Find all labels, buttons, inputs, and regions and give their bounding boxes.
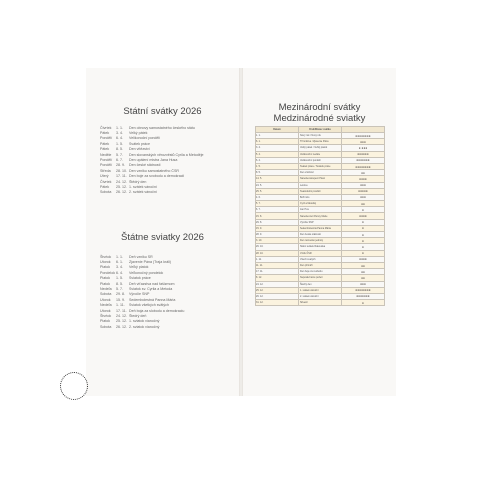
holiday-day: Štvrtok [100, 254, 112, 259]
holiday-name: Sviatok sv. Cyrila a Metoda [129, 287, 173, 292]
holiday-date: 26. 12. [116, 324, 127, 329]
cell-date: 14. 5. [256, 176, 299, 182]
cell-date: 25. 12. [256, 287, 299, 293]
holiday-date: 17. 11. [116, 174, 127, 179]
cell-dots: ●● [342, 201, 385, 207]
cell-name: Všech svatých [299, 256, 342, 262]
cell-name: Štědrý den [299, 281, 342, 287]
header-name: Druh/Název svátku [299, 127, 342, 133]
holiday-date: 1. 5. [116, 141, 123, 146]
cell-name: Neposkvrněné početí [299, 275, 342, 281]
holiday-date: 25. 12. [116, 184, 127, 189]
list-item [100, 141, 230, 146]
cell-date: 8. 5. [256, 170, 299, 176]
holiday-date: 26. 12. [116, 190, 127, 195]
left-page [86, 68, 239, 396]
holiday-day: Piatok [100, 265, 110, 270]
holiday-date: 17. 11. [116, 308, 127, 313]
holiday-day: Pondělí [100, 136, 113, 141]
cell-dots: ● ●●● [342, 145, 385, 151]
sk-holiday-list [100, 254, 230, 329]
holiday-name: Štedrý deň [129, 313, 147, 318]
list-item [100, 157, 230, 162]
holiday-name: Deň víťazstva nad fašizmom [129, 281, 175, 286]
holiday-date: 8. 5. [116, 147, 123, 152]
holiday-date: 28. 9. [116, 163, 125, 168]
cz-holidays-title: Státní svátky 2026 [123, 106, 202, 117]
holiday-day: Pondělí [100, 163, 113, 168]
holiday-day: Sobota [100, 190, 112, 195]
holiday-name: Štědrý den [129, 179, 147, 184]
holiday-day: Piatok [100, 281, 110, 286]
cell-name: Jan Hus [299, 207, 342, 213]
cell-name: Velikonoční neděle [299, 151, 342, 157]
cell-date: 6. 7. [256, 207, 299, 213]
holiday-date: 24. 12. [116, 313, 127, 318]
list-item [100, 292, 230, 297]
cell-name: Nanebevzetí Panny Marie [299, 213, 342, 219]
cell-name: Den vítězství [299, 170, 342, 176]
cell-name: Letnice [299, 182, 342, 188]
cell-dots: ● [342, 238, 385, 244]
cell-date: 6. 1. [256, 139, 299, 145]
cell-name: Výročie SNP [299, 219, 342, 225]
holiday-date: 3. 4. [116, 131, 123, 136]
cell-date: 4. 6. [256, 194, 299, 200]
cell-date: 24. 5. [256, 182, 299, 188]
holiday-day: Středa [100, 168, 111, 173]
holiday-name: Veľkonočný pondelok [129, 270, 164, 275]
cell-name: Cyril a Metoděj [299, 201, 342, 207]
holiday-date: 28. 10. [116, 168, 127, 173]
holiday-day: Nedeľa [100, 303, 112, 308]
list-item [100, 259, 230, 264]
cell-date: 29. 8. [256, 219, 299, 225]
holiday-name: Svátek práce [129, 141, 150, 146]
cell-name: Den německé jednoty [299, 238, 342, 244]
holiday-date: 29. 8. [116, 292, 125, 297]
list-item [100, 281, 230, 286]
cell-date: 1. 1. [256, 133, 299, 139]
cell-date: 26. 10. [256, 244, 299, 250]
list-item [100, 276, 230, 281]
list-item [100, 270, 230, 275]
list-item [100, 319, 230, 324]
holiday-day: Čtvrtek [100, 179, 112, 184]
cell-date: 15. 8. [256, 213, 299, 219]
cell-date: 8. 12. [256, 275, 299, 281]
cell-dots: ●●●●●●● [342, 293, 385, 299]
holiday-date: 5. 7. [116, 152, 123, 157]
cell-date: 28. 9. [256, 232, 299, 238]
cell-name: Silvestr [299, 300, 342, 306]
cell-date: 5. 4. [256, 151, 299, 157]
cell-dots: ●●●●●●● [342, 157, 385, 163]
list-item [100, 308, 230, 313]
list-item [100, 152, 230, 157]
cz-holiday-list [100, 125, 230, 195]
cell-name: Boží tělo [299, 194, 342, 200]
cell-dots: ●●●●●●●● [342, 133, 385, 139]
cell-dots: ●●●●●●●● [342, 163, 385, 169]
holiday-name: Veľký piatok [129, 265, 149, 270]
holiday-name: Sviatok všetkých svätých [129, 303, 169, 308]
holiday-name: Den obnovy samostatného českého státu [129, 125, 195, 130]
holiday-date: 1. 1. [116, 125, 123, 130]
cell-date: 28. 10. [256, 250, 299, 256]
cell-dots: ● [342, 232, 385, 238]
holiday-name: Výročie SNP [129, 292, 150, 297]
holiday-name: 2. sviatok vianočný [129, 324, 160, 329]
cell-dots: ●●● [342, 281, 385, 287]
list-item [100, 297, 230, 302]
cell-dots: ● [342, 300, 385, 306]
cell-dots: ●●● [342, 139, 385, 145]
holiday-name: 1. svátek vánoční [129, 184, 157, 189]
cell-name: Den české státnosti [299, 232, 342, 238]
holiday-name: 2. svátek vánoční [129, 190, 157, 195]
holiday-name: Deň vzniku SR [129, 254, 153, 259]
intl-title-sk: Medzinárodné sviatky [273, 113, 366, 124]
holiday-name: Den boje za svobodu a demokracii [129, 174, 185, 179]
holiday-day: Sobota [100, 324, 112, 329]
cell-date: 31. 12. [256, 300, 299, 306]
cell-dots: ●●●● [342, 213, 385, 219]
cell-name: Nový rok / Nový rok [299, 133, 342, 139]
list-item [100, 125, 230, 130]
cell-dots: ●●●●●● [342, 151, 385, 157]
cell-date: 25. 5. [256, 188, 299, 194]
holiday-name: Sviatok práce [129, 276, 151, 281]
holiday-date: 1. 1. [116, 254, 123, 259]
list-item [100, 190, 230, 195]
holiday-name: Den vítězství [129, 147, 150, 152]
cell-name: Tři králové / Zjavenie Pána [299, 139, 342, 145]
holiday-name: Den vzniku samostatného ČSR [129, 168, 179, 173]
cell-dots: ●● [342, 269, 385, 275]
holiday-name: Velikonoční pondělí [129, 136, 161, 141]
calendar-spread [86, 68, 396, 396]
cell-dots: ●●● [342, 194, 385, 200]
holiday-day: Pátek [100, 141, 110, 146]
cell-dots: ●●●● [342, 176, 385, 182]
cell-dots: ● [342, 244, 385, 250]
cell-dots: ●●● [342, 182, 385, 188]
holiday-day: Utorok [100, 260, 111, 265]
cell-name: Vznik ČSR [299, 250, 342, 256]
list-item [100, 286, 230, 291]
cell-name: 1. svátek vánoční [299, 287, 342, 293]
holiday-date: 3. 4. [116, 265, 123, 270]
intl-title-cz: Mezinárodní svátky [278, 102, 361, 113]
cell-name: Den příměří [299, 262, 342, 268]
holiday-day: Nedeľa [100, 287, 112, 292]
dotted-corner-mark [60, 372, 88, 400]
cell-date: 5. 7. [256, 201, 299, 207]
list-item [100, 130, 230, 135]
intl-holidays-table [255, 126, 385, 306]
list-item [100, 163, 230, 168]
cell-dots: ● [342, 225, 385, 231]
cell-date: 24. 12. [256, 281, 299, 287]
cell-date: 3. 10. [256, 238, 299, 244]
holiday-day: Neděle [100, 152, 112, 157]
holiday-date: 25. 12. [116, 319, 127, 324]
holiday-name: Deň boja za slobodu a demokraciu [129, 308, 185, 313]
holiday-day: Piatok [100, 276, 110, 281]
holiday-day: Piatok [100, 319, 110, 324]
sk-holidays-title: Štátne sviatky 2026 [121, 232, 204, 243]
holiday-date: 1. 11. [116, 303, 125, 308]
cell-dots: ●●●● [342, 256, 385, 262]
cell-name: Státní svátek Rakouska [299, 244, 342, 250]
holiday-day: Pátek [100, 131, 110, 136]
holiday-date: 6. 1. [116, 260, 123, 265]
list-item [100, 313, 230, 318]
holiday-name: Velký pátek [129, 131, 148, 136]
list-item [100, 184, 230, 189]
holiday-name: 1. sviatok vianočný [129, 319, 160, 324]
cell-dots: ●● [342, 262, 385, 268]
holiday-date: 15. 9. [116, 297, 125, 302]
holiday-day: Úterý [100, 174, 109, 179]
list-item [100, 265, 230, 270]
list-item [100, 136, 230, 141]
cell-name: Svatodušní pondělí [299, 188, 342, 194]
list-item [100, 254, 230, 259]
cell-date: 6. 4. [256, 157, 299, 163]
cell-name: Sedembolestná Panna Mária [299, 225, 342, 231]
holiday-day: Utorok [100, 308, 111, 313]
holiday-date: 5. 7. [116, 287, 123, 292]
cell-date: 1. 5. [256, 163, 299, 169]
cell-date: 11. 11. [256, 262, 299, 268]
holiday-name: Zjavenie Pána (Traja králi) [129, 260, 172, 265]
list-item [100, 147, 230, 152]
cell-name: Velký pátek / Veľký piatok [299, 145, 342, 151]
holiday-date: 6. 4. [116, 270, 123, 275]
holiday-date: 1. 5. [116, 276, 123, 281]
cell-dots: ● [342, 219, 385, 225]
holiday-date: 8. 5. [116, 281, 123, 286]
cell-name: Svátek práce / Sviatok práce [299, 163, 342, 169]
holiday-date: 6. 7. [116, 158, 123, 163]
holiday-day: Pondelok [100, 270, 115, 275]
cell-date: 1. 11. [256, 256, 299, 262]
list-item [100, 303, 230, 308]
holiday-day: Čtvrtek [100, 125, 112, 130]
holiday-date: 6. 4. [116, 136, 123, 141]
cell-name: Nanebevstoupení Páně [299, 176, 342, 182]
holiday-day: Utorok [100, 297, 111, 302]
cell-date: 17. 11. [256, 269, 299, 275]
holiday-name: Den slovanských věrozvěstů Cyrila a Metoděje [129, 152, 204, 157]
cell-dots: ● [342, 250, 385, 256]
cell-name: Velikonoční pondělí [299, 157, 342, 163]
cell-dots: ●● [342, 170, 385, 176]
list-item [100, 324, 230, 329]
holiday-date: 24. 12. [116, 179, 127, 184]
cell-dots: ● [342, 207, 385, 213]
cell-dots: ●●●●● [342, 188, 385, 194]
holiday-day: Pondělí [100, 158, 113, 163]
cell-dots: ●●●●●●●● [342, 287, 385, 293]
holiday-name: Den upálení mistra Jana Husa [129, 158, 178, 163]
cell-date: 15. 9. [256, 225, 299, 231]
holiday-name: Den české státnosti [129, 163, 161, 168]
list-item [100, 168, 230, 173]
cell-date: 3. 4. [256, 145, 299, 151]
list-item [100, 174, 230, 179]
holiday-day: Štvrtok [100, 313, 112, 318]
holiday-name: Sedembolestná Panna Mária [129, 297, 176, 302]
table-row [256, 300, 385, 306]
right-page [243, 68, 396, 396]
header-date: Datum [256, 127, 299, 133]
cell-name: Den boje za svobodu [299, 269, 342, 275]
cell-date: 26. 12. [256, 293, 299, 299]
cell-dots: ●● [342, 275, 385, 281]
holiday-day: Pátek [100, 184, 110, 189]
cell-name: 2. svátek vánoční [299, 293, 342, 299]
list-item [100, 179, 230, 184]
holiday-day: Sobota [100, 292, 112, 297]
holiday-day: Pátek [100, 147, 110, 152]
